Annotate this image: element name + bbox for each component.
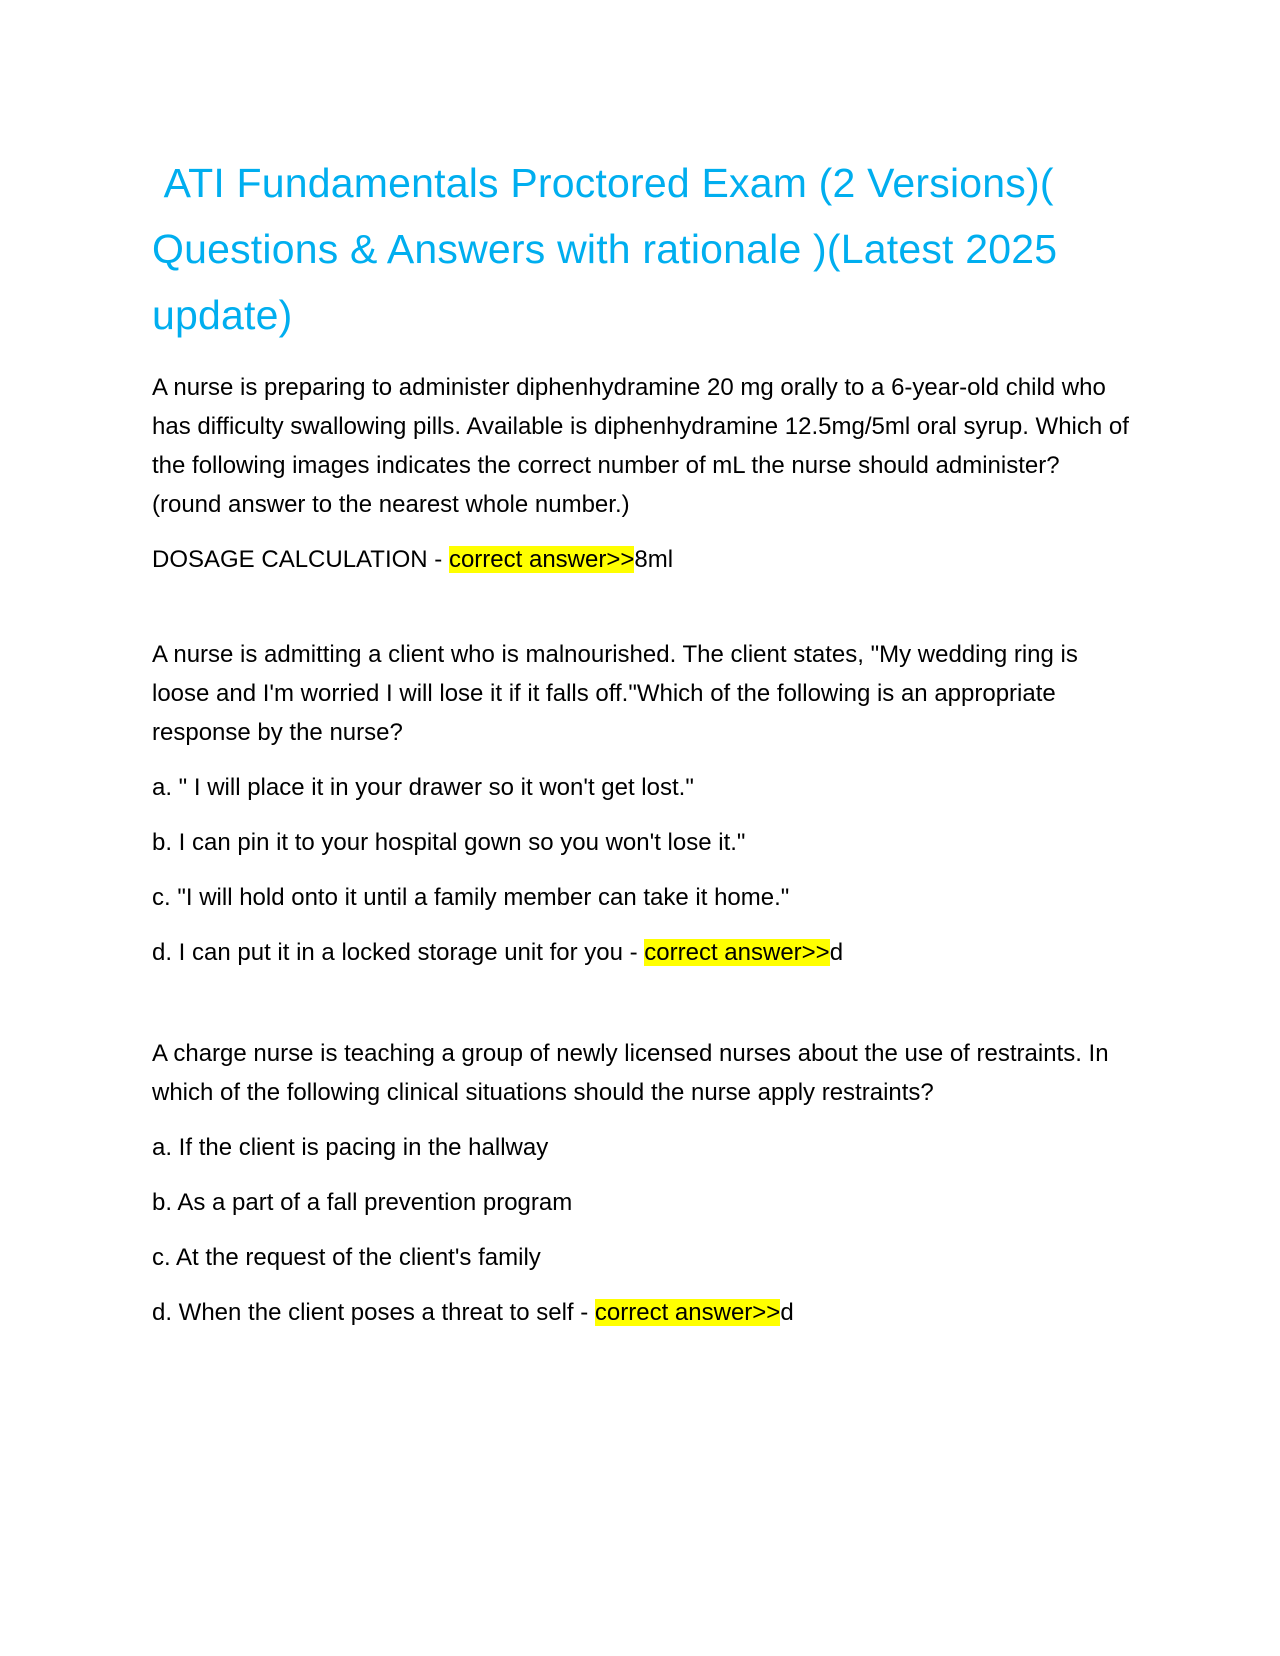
answer-option: b. I can pin it to your hospital gown so you won't lose it." <box>152 829 746 856</box>
answer-option: a. " I will place it in your drawer so it won't get lost." <box>152 774 694 801</box>
question-block-2 <box>152 635 1132 972</box>
question-block-1 <box>152 368 1136 579</box>
spacer <box>152 972 1132 1034</box>
question-stem: A charge nurse is teaching a group of newly licensed nurses about the use of restraints. In which of the following clinical situations should the nurse apply restraints? <box>152 1040 1116 1106</box>
document-title: ATI Fundamentals Proctored Exam (2 Versions)( Questions & Answers with rationale )(Latest 2025 update) <box>152 160 1069 338</box>
answer-line <box>152 540 1132 579</box>
answer-value: d <box>829 939 844 966</box>
document-content <box>152 150 1136 1332</box>
answer-value: 8ml <box>634 546 674 573</box>
answer-options <box>152 1128 1132 1277</box>
answer-prefix: d. I can put it in a locked storage unit for you - <box>152 939 645 966</box>
correct-answer-highlight: correct answer>> <box>644 939 830 966</box>
answer-option: a. If the client is pacing in the hallway <box>152 1134 549 1161</box>
answer-option: b. As a part of a fall prevention program <box>152 1189 573 1216</box>
answer-prefix: DOSAGE CALCULATION - <box>152 546 449 573</box>
spacer <box>152 579 1132 635</box>
answer-option: c. "I will hold onto it until a family member can take it home." <box>152 884 790 911</box>
correct-answer-highlight: correct answer>> <box>594 1299 781 1326</box>
answer-options <box>152 768 1132 917</box>
answer-line <box>152 1293 1132 1332</box>
question-stem: A nurse is preparing to administer diphenhydramine 20 mg orally to a 6-year-old child who has difficulty swallowing pills. Available is diphenhydramine 12.5mg/5ml oral syrup. Which of the following images indicates the correct number of mL the nurse should administer? (round answer to the nearest whole number.) <box>152 374 1136 518</box>
correct-answer-highlight: correct answer>> <box>448 546 635 573</box>
question-stem: A nurse is admitting a client who is malnourished. The client states, "My wedding ring is loose and I'm worried I will lose it if it falls off."Which of the following is an appropriate response by the nurse? <box>152 641 1085 746</box>
answer-option: c. At the request of the client's family <box>152 1244 541 1271</box>
answer-line <box>152 933 1132 972</box>
answer-prefix: d. When the client poses a threat to self - <box>152 1299 595 1326</box>
question-block-3 <box>152 1034 1132 1332</box>
answer-value: d <box>780 1299 794 1326</box>
